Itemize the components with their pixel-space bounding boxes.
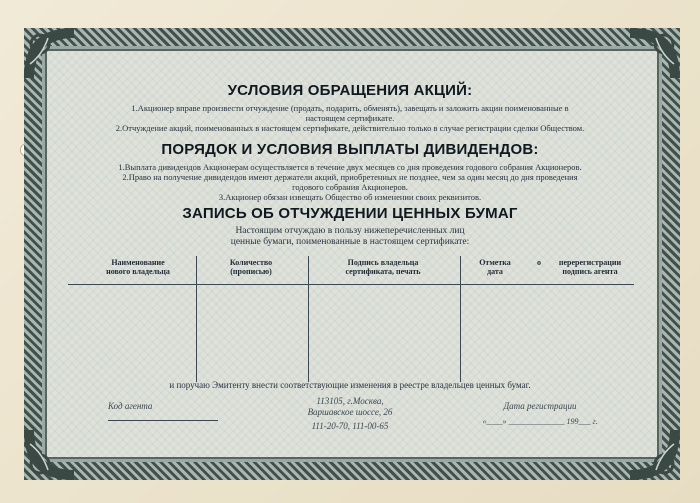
- dividend-terms-title: ПОРЯДОК И УСЛОВИЯ ВЫПЛАТЫ ДИВИДЕНДОВ:: [161, 141, 539, 158]
- transfer-instruction-note: и поручаю Эмитенту внести соответствующие изменения в реестре владельцев ценных бумаг.: [169, 380, 531, 390]
- table-column-divider: [460, 256, 461, 382]
- column-header-new-owner: [78, 258, 198, 276]
- column-header-mark-date: [460, 258, 530, 276]
- dividend-terms-list: [50, 162, 650, 202]
- transfer-intro-line: Настоящим отчуждаю в пользу нижеперечисленных лиц: [235, 226, 465, 236]
- table-column-divider: [308, 256, 309, 382]
- dividend-terms-item: 3.Акционер обязан извещать Общество об изменении своих реквизитов.: [218, 192, 482, 202]
- column-header-o: о: [537, 258, 541, 267]
- column-header-owner-signature: [308, 258, 458, 276]
- transfer-intro-line: ценные бумаги, поименованные в настоящем сертификате:: [230, 237, 470, 247]
- dividend-terms-section: [50, 141, 650, 202]
- dividend-terms-item: 1.Выплата дивидендов Акционерам осуществляется в течение двух месяцев со дня проведения годового собрания Акционеров.: [118, 162, 582, 172]
- table-column-divider: [196, 256, 197, 382]
- registration-date-label: Дата регистрации: [503, 401, 577, 411]
- share-terms-item: настоящем сертификате.: [305, 113, 395, 123]
- address-line: Варшавское шоссе, 26: [307, 407, 393, 417]
- transfer-record-title: ЗАПИСЬ ОБ ОТЧУЖДЕНИИ ЦЕННЫХ БУМАГ: [182, 205, 518, 222]
- header-text: Количество: [229, 258, 273, 267]
- share-terms-title: УСЛОВИЯ ОБРАЩЕНИЯ АКЦИЙ:: [227, 82, 473, 99]
- header-text: нового владельца: [106, 267, 170, 276]
- certificate-content: [50, 60, 650, 460]
- share-terms-item: 1.Акционер вправе произвести отчуждение (продать, подарить, обменять), завещать и заложить акции поименованные в: [131, 103, 569, 113]
- share-terms-list: [50, 103, 650, 133]
- header-text: дата: [487, 267, 503, 276]
- agent-code-label: Код агента: [108, 401, 153, 411]
- issuer-phones: 111-20-70, 111-00-65: [311, 421, 389, 431]
- header-text: Отметка: [479, 258, 511, 267]
- share-terms-section: [50, 82, 650, 133]
- share-terms-item: 2.Отчуждение акций, поименованных в настоящем сертификате, действительно только в случае регистрации сделки Обществом.: [115, 123, 585, 133]
- dividend-terms-item: годового собрания Акционеров.: [292, 182, 408, 192]
- transfer-table: [68, 252, 634, 380]
- transfer-record-section: [50, 205, 650, 248]
- address-line: 113105, г.Москва,: [316, 396, 384, 406]
- column-header-quantity: [196, 258, 306, 276]
- header-text: перерегистрации: [558, 258, 622, 267]
- registration-date-field: «____» ______________ 199___ г.: [482, 417, 598, 426]
- agent-code-line: [108, 420, 218, 421]
- header-text: Наименование: [111, 258, 165, 267]
- header-text: подпись агента: [562, 267, 618, 276]
- header-text: (прописью): [230, 267, 272, 276]
- issuer-address: [250, 396, 450, 418]
- column-header-reregistration: [544, 258, 636, 276]
- header-text: Подпись владельца: [347, 258, 419, 267]
- table-header-rule: [68, 284, 634, 285]
- header-text: сертификата, печать: [345, 267, 421, 276]
- dividend-terms-item: 2.Право на получение дивидендов имеют держатели акций, приобретенных не позднее, чем за один месяц до дня проведения: [122, 172, 578, 182]
